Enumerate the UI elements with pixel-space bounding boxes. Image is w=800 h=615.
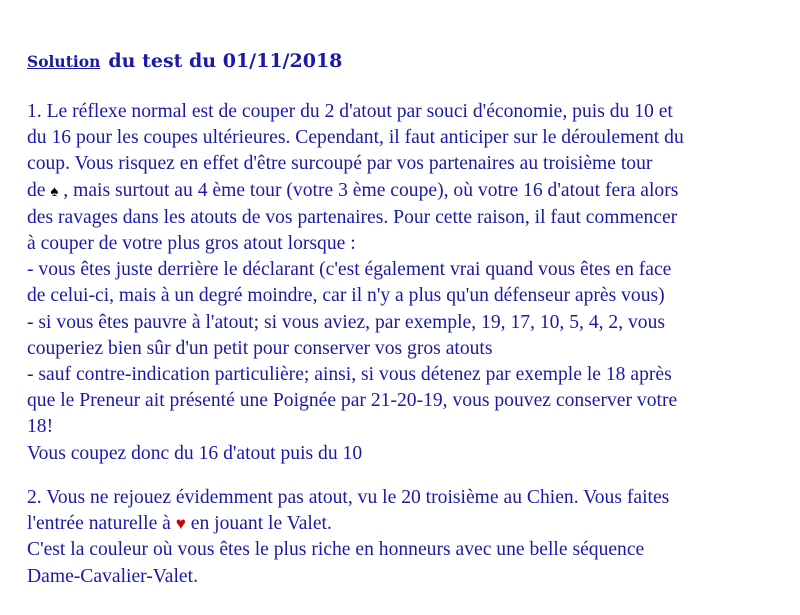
text-fragment: l'entrée naturelle à	[27, 513, 171, 535]
text-line: de celui-ci, mais à un degré moindre, car il n'y a plus qu'un défenseur après vous)	[27, 285, 665, 307]
text-line: - sauf contre-indication particulière; ainsi, si vous détenez par exemple le 18 après	[27, 364, 672, 386]
text-line: Dame-Cavalier-Valet.	[27, 565, 198, 587]
text-fragment: , mais surtout au 4 ème tour (votre 3 ème coupe), où votre 16 d'atout fera alors	[63, 179, 679, 201]
text-line: couperiez bien sûr d'un petit pour conserver vos gros atouts	[27, 337, 493, 359]
text-line: 18!	[27, 416, 54, 438]
text-fragment: en jouant le Valet.	[190, 513, 332, 535]
text-line: du 16 pour les coupes ultérieures. Cependant, il faut anticiper sur le déroulement du	[27, 127, 684, 149]
text-line-with-heart	[27, 511, 787, 537]
text-line: - si vous êtes pauvre à l'atout; si vous aviez, par exemple, 19, 17, 10, 5, 4, 2, vous	[27, 311, 666, 333]
heart-icon: ♥	[175, 514, 186, 534]
text-line: C'est la couleur où vous êtes le plus riche en honneurs avec une belle séquence	[27, 539, 645, 561]
text-line-with-spade	[27, 178, 787, 205]
conclusion-line: Vous coupez donc du 16 d'atout puis du 10	[27, 442, 363, 464]
page-title	[27, 50, 342, 72]
answer-2-paragraph	[27, 485, 787, 590]
test-date-title: du test du 01/11/2018	[108, 50, 343, 72]
text-line: coup. Vous risquez en effet d'être surcoupé par vos partenaires au troisième tour	[27, 153, 653, 175]
text-line: des ravages dans les atouts de vos partenaires. Pour cette raison, il faut commencer	[27, 206, 678, 228]
text-line: - vous êtes juste derrière le déclarant (c'est également vrai quand vous êtes en face	[27, 259, 672, 281]
text-line: que le Preneur ait présenté une Poignée par 21-20-19, vous pouvez conserver votre	[27, 390, 678, 412]
spade-icon: ♠	[50, 183, 59, 200]
text-fragment: de	[27, 179, 46, 201]
solution-link[interactable]: Solution	[27, 52, 101, 71]
answer-1-paragraph	[27, 99, 787, 467]
text-line: à couper de votre plus gros atout lorsque :	[27, 233, 356, 255]
text-line: 2. Vous ne rejouez évidemment pas atout, vu le 20 troisième au Chien. Vous faites	[27, 487, 670, 508]
text-line: 1. Le réflexe normal est de couper du 2 d'atout par souci d'économie, puis du 10 et	[27, 101, 673, 122]
